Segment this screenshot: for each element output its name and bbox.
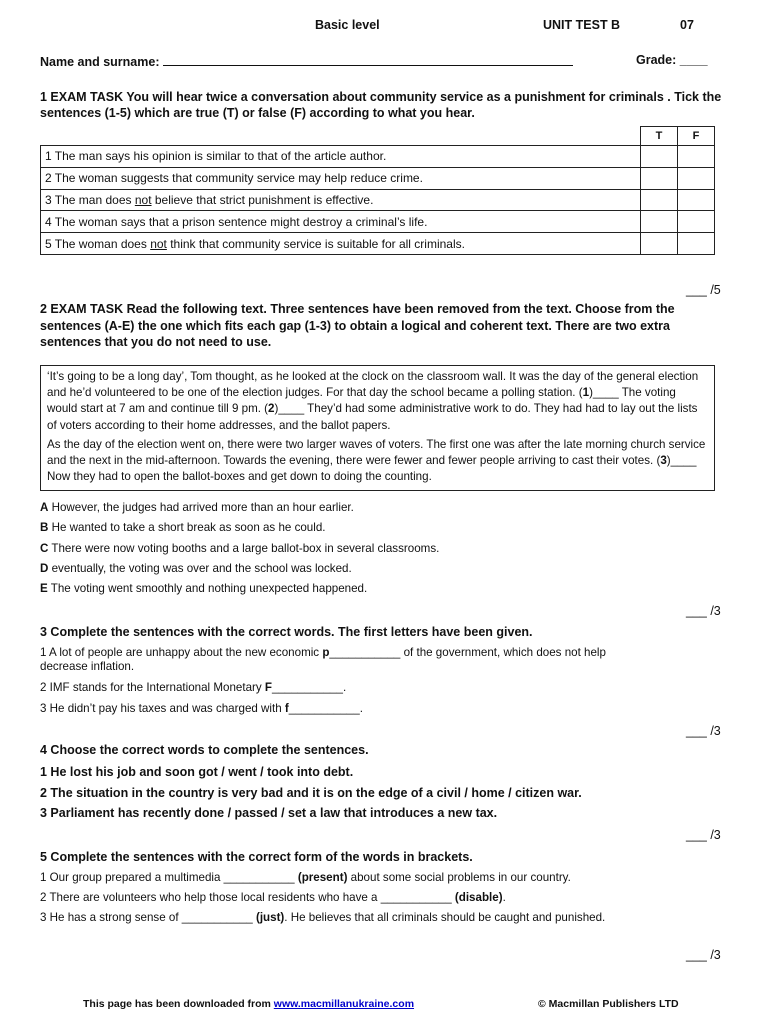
- statement-2: 2 The woman suggests that community service may help reduce crime.: [41, 167, 641, 189]
- table-row: [41, 167, 715, 189]
- statement-1: 1 The man says his opinion is similar to that of the article author.: [41, 146, 641, 168]
- passage-paragraph-2: As the day of the election went on, there were two larger waves of voters. The first one was after the late morning church service and the next in the mid-afternoon. Towards the evening, there were fewer and fewer people arriving to cast their votes. (3)____ Now they had to open the ballot-boxes and get down to doing the counting.: [47, 437, 706, 484]
- column-header-f: F: [678, 127, 715, 146]
- task3-sentence-3: 3 He didn’t pay his taxes and was charged with f___________.: [40, 702, 363, 715]
- column-header-t: T: [641, 127, 678, 146]
- tick-box-f-1[interactable]: [678, 146, 715, 168]
- grade-blank[interactable]: ____: [679, 53, 708, 67]
- tick-box-t-5[interactable]: [641, 233, 678, 255]
- task5-title: 5 Complete the sentences with the correct form of the words in brackets.: [40, 850, 473, 864]
- task3-blank-2[interactable]: ___________: [272, 681, 343, 694]
- task5-score[interactable]: ___ /3: [686, 948, 721, 962]
- tick-box-f-5[interactable]: [678, 233, 715, 255]
- table-row: [41, 211, 715, 233]
- footer-source: This page has been downloaded from www.macmillanukraine.com: [83, 998, 415, 1010]
- footer-link[interactable]: www.macmillanukraine.com: [273, 998, 415, 1010]
- tick-box-f-2[interactable]: [678, 167, 715, 189]
- test-label: UNIT TEST B: [543, 18, 621, 32]
- task3-blank-1[interactable]: ___________: [329, 646, 401, 659]
- tick-box-f-3[interactable]: [678, 189, 715, 211]
- option-b: B He wanted to take a short break as soon as he could.: [40, 521, 326, 534]
- task2-instruction-line2: sentences (A-E) the one which fits each gap (1-3) to obtain a logical and coherent text. There are two extra: [40, 319, 670, 333]
- task1-score[interactable]: ___ /5: [686, 283, 721, 297]
- task5-sentence-3: 3 He has a strong sense of ___________ (just). He believes that all criminals should be caught and punished.: [40, 911, 606, 924]
- task5-sentence-1: 1 Our group prepared a multimedia ___________ (present) about some social problems in our country.: [40, 871, 571, 884]
- tick-box-t-3[interactable]: [641, 189, 678, 211]
- task3-sentence-2: 2 IMF stands for the International Monetary F___________.: [40, 681, 347, 694]
- task4-sentence-2[interactable]: 2 The situation in the country is very bad and it is on the edge of a civil / home / citizen war.: [40, 786, 582, 800]
- task5-blank-1[interactable]: ___________: [223, 871, 295, 884]
- grade-label: Grade:: [636, 53, 680, 67]
- passage-paragraph-1: ‘It’s going to be a long day’, Tom thought, as he looked at the clock on the classroom wall. It was the day of the general election and he’d volunteered to be one of the election judges. For that day the school became a polling station. (1)____ The voting would start at 7 am and continue till 9 pm. (2)____ They’d had some administrative work to do. They had had to lay out the lists of voters according to their home addresses, and the ballot papers.: [47, 370, 699, 432]
- option-e: E The voting went smoothly and nothing unexpected happened.: [40, 582, 368, 595]
- tick-box-t-1[interactable]: [641, 146, 678, 168]
- statement-4: 4 The woman says that a prison sentence might destroy a criminal’s life.: [41, 211, 641, 233]
- reading-passage: [40, 365, 715, 491]
- task4-title: 4 Choose the correct words to complete the sentences.: [40, 743, 369, 757]
- table-row: [41, 146, 715, 168]
- task1-instruction-line1: 1 EXAM TASK You will hear twice a conversation about community service as a punishment for criminals . Tick the: [40, 90, 722, 104]
- task5-blank-2[interactable]: ___________: [380, 891, 452, 904]
- name-field[interactable]: [40, 53, 573, 69]
- task1-instruction-line2: sentences (1-5) which are true (T) or false (F) according to what you hear.: [40, 106, 475, 120]
- tick-box-f-4[interactable]: [678, 211, 715, 233]
- level-label: Basic level: [315, 18, 380, 32]
- gap-3[interactable]: 3: [660, 454, 667, 468]
- name-label: Name and surname:: [40, 55, 163, 69]
- option-a: A However, the judges had arrived more than an hour earlier.: [40, 501, 354, 514]
- name-blank[interactable]: [163, 53, 573, 66]
- task4-score[interactable]: ___ /3: [686, 828, 721, 842]
- tick-box-t-4[interactable]: [641, 211, 678, 233]
- task3-title: 3 Complete the sentences with the correct words. The first letters have been given.: [40, 625, 533, 639]
- tick-box-t-2[interactable]: [641, 167, 678, 189]
- task3-blank-3[interactable]: ___________: [288, 702, 360, 715]
- gap-2[interactable]: 2: [268, 402, 275, 416]
- table-row: [41, 233, 715, 255]
- task3-sentence-1-cont: decrease inflation.: [40, 660, 135, 673]
- task2-instruction-line1: 2 EXAM TASK Read the following text. Three sentences have been removed from the text. Choose from the: [40, 302, 675, 316]
- statement-3: 3 The man does not believe that strict punishment is effective.: [41, 189, 641, 211]
- gap-1[interactable]: 1: [582, 386, 590, 400]
- task5-blank-3[interactable]: ___________: [181, 911, 253, 924]
- task5-sentence-2: 2 There are volunteers who help those local residents who have a ___________ (disable).: [40, 891, 506, 904]
- true-false-table: [40, 126, 715, 255]
- task2-score[interactable]: ___ /3: [686, 604, 721, 618]
- task2-instruction-line3: sentences that you do not need to use.: [40, 335, 272, 349]
- test-number: 07: [680, 18, 694, 32]
- task3-sentence-1: 1 A lot of people are unhappy about the new economic p___________ of the government, which does not help: [40, 646, 606, 659]
- task4-sentence-1[interactable]: 1 He lost his job and soon got / went / took into debt.: [40, 765, 354, 779]
- footer-copyright: © Macmillan Publishers LTD: [538, 998, 679, 1010]
- statement-5: 5 The woman does not think that community service is suitable for all criminals.: [41, 233, 641, 255]
- grade-field[interactable]: [636, 53, 708, 67]
- option-c: C There were now voting booths and a large ballot-box in several classrooms.: [40, 542, 440, 555]
- option-d: D eventually, the voting was over and the school was locked.: [40, 562, 352, 575]
- task3-score[interactable]: ___ /3: [686, 724, 721, 738]
- table-row: [41, 189, 715, 211]
- task4-sentence-3[interactable]: 3 Parliament has recently done / passed / set a law that introduces a new tax.: [40, 806, 498, 820]
